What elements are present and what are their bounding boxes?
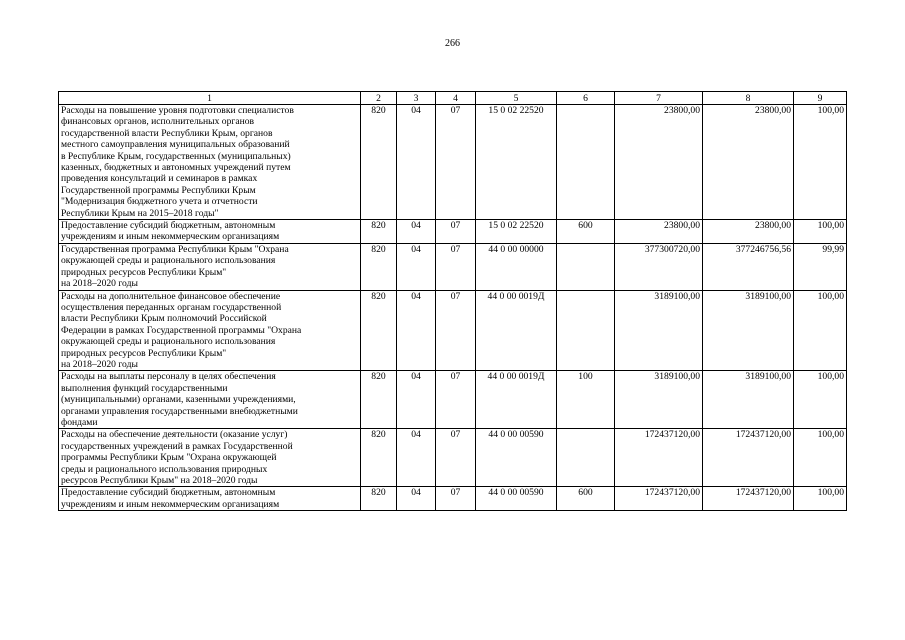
- description-line: учреждениям и иным некоммерческим организациям: [61, 231, 280, 243]
- planned-amount: 172437120,00: [615, 487, 703, 511]
- execution-percent: 100,00: [794, 220, 847, 244]
- budget-admin-code: 820: [361, 290, 397, 371]
- section-code: 04: [397, 220, 436, 244]
- expense-type-code: [557, 243, 615, 290]
- table-row: [59, 105, 847, 220]
- description-line: в Республике Крым, государственных (муниципальных): [61, 150, 291, 162]
- budget-admin-code: 820: [361, 429, 397, 487]
- description-line: финансовых органов, исполнительных органов: [61, 116, 255, 128]
- executed-amount: 3189100,00: [703, 290, 794, 371]
- section-code: 04: [397, 371, 436, 429]
- expense-type-code: 600: [557, 220, 615, 244]
- description-line: государственных учреждений в рамках Государственной: [61, 440, 293, 452]
- executed-amount: 23800,00: [703, 105, 794, 220]
- description-line: государственной власти Республики Крым, органов: [61, 127, 273, 139]
- table-row: [59, 290, 847, 371]
- row-description: [59, 487, 361, 511]
- header-cell: 3: [397, 92, 436, 105]
- budget-admin-code: 820: [361, 371, 397, 429]
- row-description: [59, 290, 361, 371]
- description-line: власти Республики Крым полномочий Российской: [61, 313, 267, 325]
- subsection-code: 07: [436, 243, 476, 290]
- page-number: 266: [445, 38, 460, 49]
- executed-amount: 3189100,00: [703, 371, 794, 429]
- expense-type-code: 600: [557, 487, 615, 511]
- budget-admin-code: 820: [361, 243, 397, 290]
- header-cell: 4: [436, 92, 476, 105]
- row-description: [59, 105, 361, 220]
- planned-amount: 172437120,00: [615, 429, 703, 487]
- table-row: [59, 371, 847, 429]
- section-code: 04: [397, 487, 436, 511]
- header-cell: 2: [361, 92, 397, 105]
- target-article-code: 15 0 02 22520: [476, 220, 557, 244]
- description-line: Предоставление субсидий бюджетным, автономным: [61, 220, 276, 232]
- description-line: Государственная программа Республики Крым "Охрана: [61, 243, 289, 255]
- execution-percent: 100,00: [794, 429, 847, 487]
- description-line: Республики Крым на 2015–2018 годы": [61, 207, 219, 219]
- description-line: Государственной программы Республики Крым: [61, 184, 256, 196]
- description-line: казенных, бюджетных и автономных учреждений путем: [61, 162, 291, 174]
- header-cell: 1: [59, 92, 361, 105]
- expense-type-code: [557, 429, 615, 487]
- description-line: проведения консультаций и семинаров в рамках: [61, 173, 258, 185]
- expense-type-code: 100: [557, 371, 615, 429]
- executed-amount: 172437120,00: [703, 429, 794, 487]
- budget-admin-code: 820: [361, 220, 397, 244]
- description-line: местного самоуправления муниципальных образований: [61, 139, 290, 151]
- table-row: [59, 487, 847, 511]
- row-description: [59, 371, 361, 429]
- target-article-code: 44 0 00 0019Д: [476, 290, 557, 371]
- section-code: 04: [397, 105, 436, 220]
- execution-percent: 100,00: [794, 371, 847, 429]
- target-article-code: 15 0 02 22520: [476, 105, 557, 220]
- description-line: Расходы на обеспечение деятельности (оказание услуг): [61, 429, 288, 441]
- execution-percent: 100,00: [794, 290, 847, 371]
- description-line: выполнения функций государственными: [61, 382, 228, 394]
- budget-table: [58, 91, 847, 511]
- planned-amount: 3189100,00: [615, 290, 703, 371]
- target-article-code: 44 0 00 0019Д: [476, 371, 557, 429]
- subsection-code: 07: [436, 487, 476, 511]
- description-line: осуществления переданных органам государственной: [61, 301, 282, 313]
- description-line: природных ресурсов Республики Крым": [61, 347, 227, 359]
- table-row: [59, 429, 847, 487]
- description-line: Федерации в рамках Государственной программы "Охрана: [61, 324, 302, 336]
- table-row: [59, 243, 847, 290]
- target-article-code: 44 0 00 00590: [476, 429, 557, 487]
- budget-admin-code: 820: [361, 487, 397, 511]
- description-line: окружающей среды и рационального использования: [61, 255, 276, 267]
- header-row: [59, 92, 847, 105]
- subsection-code: 07: [436, 429, 476, 487]
- execution-percent: 100,00: [794, 487, 847, 511]
- expense-type-code: [557, 105, 615, 220]
- description-line: ресурсов Республики Крым" на 2018–2020 годы: [61, 475, 258, 486]
- description-line: программы Республики Крым "Охрана окружающей: [61, 452, 277, 464]
- execution-percent: 99,99: [794, 243, 847, 290]
- executed-amount: 377246756,56: [703, 243, 794, 290]
- header-cell: 5: [476, 92, 557, 105]
- description-line: (муниципальными) органами, казенными учреждениями,: [61, 394, 296, 406]
- description-line: природных ресурсов Республики Крым": [61, 266, 227, 278]
- target-article-code: 44 0 00 00000: [476, 243, 557, 290]
- header-cell: 8: [703, 92, 794, 105]
- description-line: на 2018–2020 годы: [61, 278, 138, 290]
- header-cell: 6: [557, 92, 615, 105]
- section-code: 04: [397, 429, 436, 487]
- budget-admin-code: 820: [361, 105, 397, 220]
- section-code: 04: [397, 290, 436, 371]
- target-article-code: 44 0 00 00590: [476, 487, 557, 511]
- description-line: органами управления государственными внебюджетными: [61, 405, 298, 417]
- subsection-code: 07: [436, 220, 476, 244]
- description-line: учреждениям и иным некоммерческим организациям: [61, 498, 280, 510]
- description-line: окружающей среды и рационального использования: [61, 336, 276, 348]
- header-cell: 9: [794, 92, 847, 105]
- planned-amount: 23800,00: [615, 220, 703, 244]
- description-line: Предоставление субсидий бюджетным, автономным: [61, 487, 276, 499]
- planned-amount: 3189100,00: [615, 371, 703, 429]
- header-cell: 7: [615, 92, 703, 105]
- subsection-code: 07: [436, 290, 476, 371]
- subsection-code: 07: [436, 105, 476, 220]
- planned-amount: 377300720,00: [615, 243, 703, 290]
- description-line: фондами: [61, 416, 98, 428]
- subsection-code: 07: [436, 371, 476, 429]
- row-description: [59, 243, 361, 290]
- description-line: Расходы на выплаты персоналу в целях обеспечения: [61, 371, 276, 383]
- executed-amount: 172437120,00: [703, 487, 794, 511]
- description-line: среды и рационального использования природных: [61, 463, 268, 475]
- row-description: [59, 220, 361, 244]
- execution-percent: 100,00: [794, 105, 847, 220]
- expense-type-code: [557, 290, 615, 371]
- executed-amount: 23800,00: [703, 220, 794, 244]
- table-row: [59, 220, 847, 244]
- description-line: Расходы на дополнительное финансовое обеспечение: [61, 290, 281, 302]
- description-line: на 2018–2020 годы: [61, 358, 138, 370]
- description-line: "Модернизация бюджетного учета и отчетности: [61, 196, 258, 208]
- description-line: Расходы на повышение уровня подготовки специалистов: [61, 105, 294, 116]
- planned-amount: 23800,00: [615, 105, 703, 220]
- row-description: [59, 429, 361, 487]
- section-code: 04: [397, 243, 436, 290]
